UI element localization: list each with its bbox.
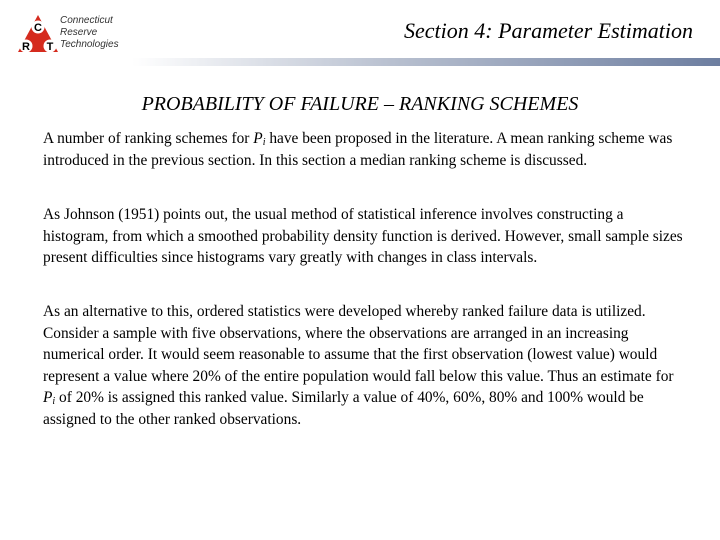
crt-triangle-icon [17,14,59,54]
pi-variable: $P_i$ [43,389,56,408]
logo-letter-c: C [34,22,42,34]
company-logo [17,14,129,54]
pi-variable: $P_i$ [253,130,266,148]
slide-title: PROBABILITY OF FAILURE – RANKING SCHEMES [141,93,579,115]
paragraph-johnson: As Johnson (1951) points out, the usual method of statistical inference involves constructing a histogram, from which a smoothed probability density function is derived. However, small sample sizes present difficulties since histograms vary greatly with changes in class intervals. [43,206,683,267]
section-title: Section 4: Parameter Estimation [403,18,693,43]
paragraph-text: of 20% is assigned this ranked value. Similarly a value of 40%, 60%, 80% and 100% would be assigned to the other ranked observations. [43,389,644,428]
logo-line-connecticut: Connecticut [60,15,113,26]
logo-letter-t: T [46,41,54,53]
paragraph-ranking-schemes [43,128,683,171]
paragraph-text: have been proposed in the literature. A mean ranking scheme was introduced in the previous section. In this section a median ranking scheme is discussed. [43,130,673,169]
logo-line-reserve: Reserve [60,27,98,38]
logo-line-technologies: Technologies [60,39,119,50]
paragraph-ordered-statistics [43,301,683,431]
paragraph-text: As an alternative to this, ordered statistics were developed whereby ranked failure data is utilized. Consider a sample with five observations, where the observations are arranged in an increasing numerical order. It would seem reasonable to assume that the first observation (lowest value) would represent a value where 20% of the entire population would fall below this value. Thus an estimate for [43,303,674,385]
logo-letter-r: R [22,41,30,53]
paragraph-text: A number of ranking schemes for [43,130,254,147]
header-divider [132,58,720,66]
